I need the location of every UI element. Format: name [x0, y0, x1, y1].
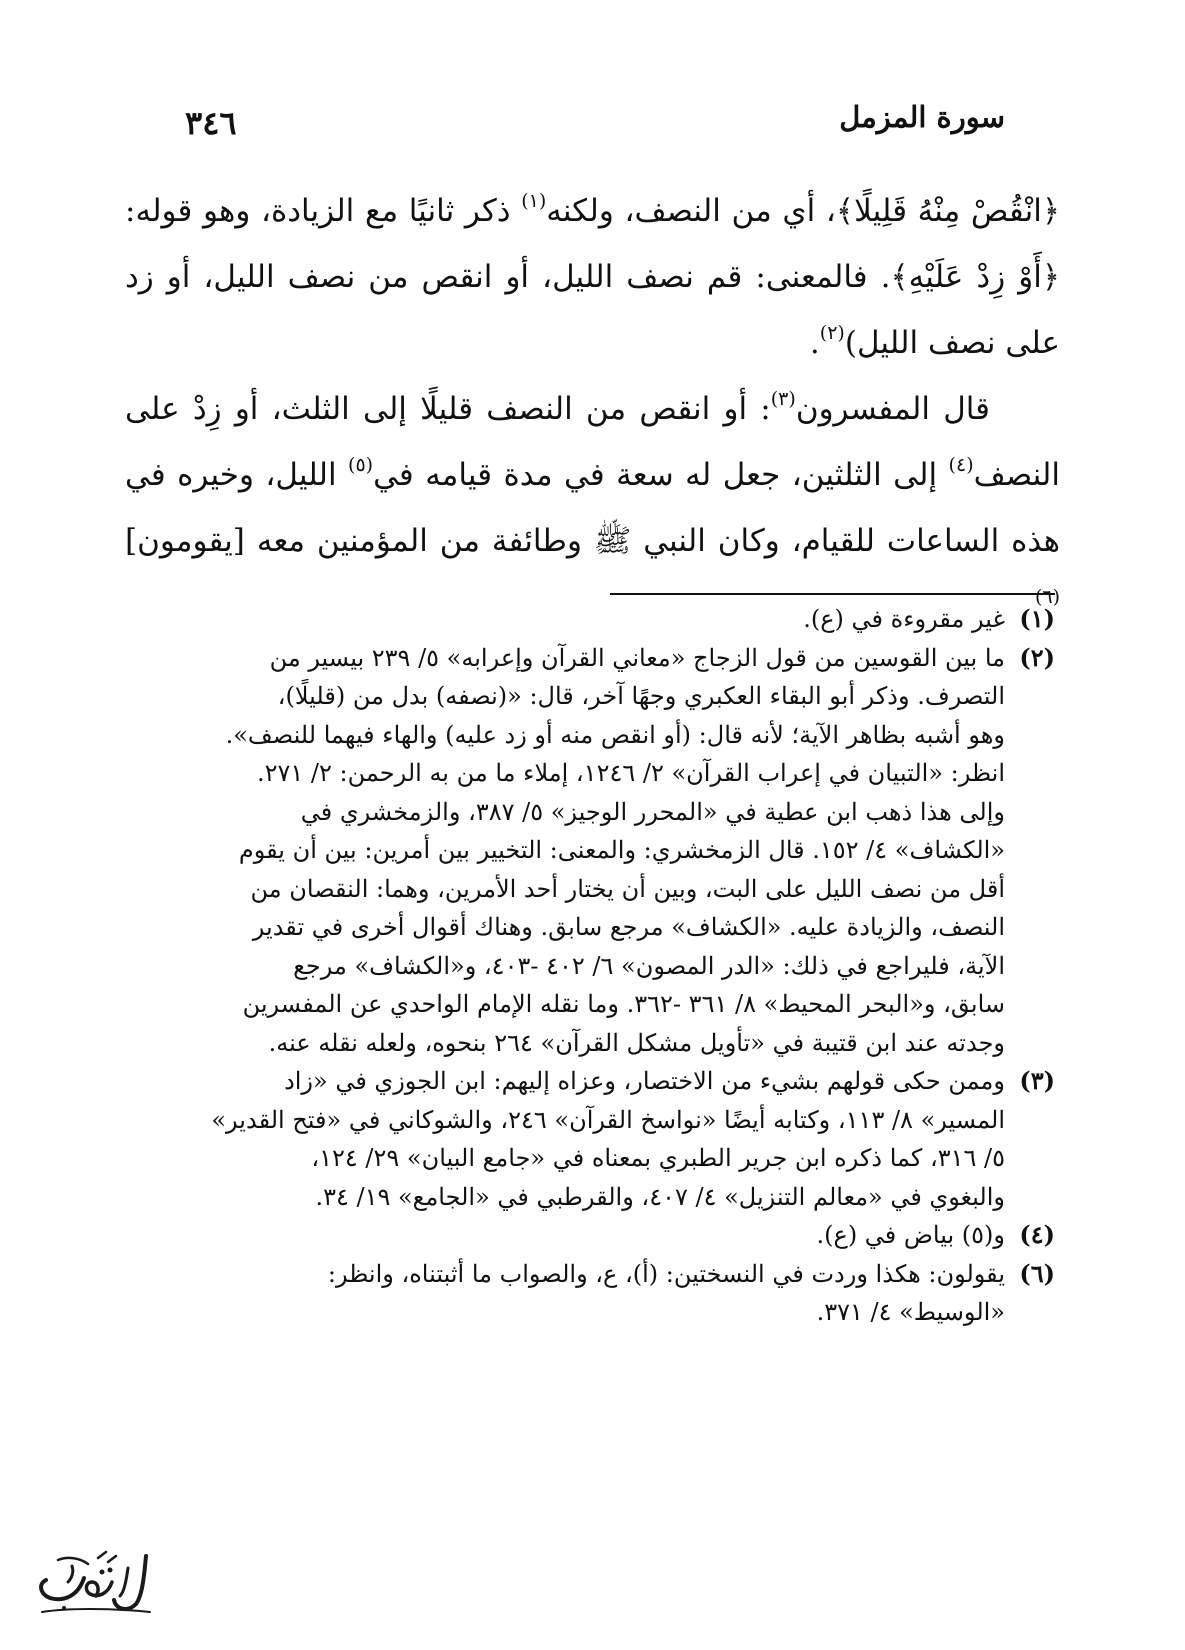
footnote-6 [125, 1255, 1055, 1332]
page-number: ٣٤٦ [185, 104, 237, 142]
watermark-logo [28, 1538, 163, 1628]
footnote-1 [125, 600, 1055, 639]
footnote-text [125, 1216, 1005, 1255]
footnote-line: المسير» ٨/ ١١٣، وكتابه أيضًا «نواسخ القرآن» ٢٤٦، والشوكاني في «فتح القدير» [211, 1105, 1005, 1134]
footnote-2 [125, 639, 1055, 1063]
footnote-number: (٦) [1019, 1258, 1055, 1288]
paragraph-2-segment: إلى الثلثين، جعل له سعة في مدة قيامه في [373, 457, 949, 493]
footnote-line: «الكشاف» ٤/ ١٥٢. قال الزمخشري: والمعنى: التخيير بين أمرين: بين أن يقوم [238, 836, 1005, 864]
main-text [125, 178, 1060, 640]
footnote-3 [125, 1062, 1055, 1216]
footnote-line: وهو أشبه بظاهر الآية؛ لأنه قال: (أو انقص منه أو زد عليه) والهاء فيهما للنصف». [225, 720, 1005, 749]
footnote-line: التصرف. وذكر أبو البقاء العكبري وجهًا آخر، قال: «(نصفه) بدل من (قليلًا)، [277, 682, 1005, 710]
footnote-line: وممن حكى قولهم بشيء من الاختصار، وعزاه إليهم: ابن الجوزي في «زاد [284, 1067, 1005, 1095]
footnote-line: ما بين القوسين من قول الزجاج «معاني القرآن وإعرابه» ٥/ ٢٣٩ بيسير من [269, 643, 1005, 672]
page-header [185, 100, 1005, 150]
footnote-text [125, 1062, 1005, 1216]
footnote-number: (٤) [1019, 1220, 1055, 1249]
footnote-line: وإلى هذا ذهب ابن عطية في «المحرر الوجيز» ٥/ ٣٨٧، والزمخشري في [300, 797, 1005, 826]
footnote-ref-3: (٣) [770, 388, 796, 410]
paragraph-2-segment: الليل، وخيره في هذه الساعات للقيام، وكان النبي ﷺ وطائفة من المؤمنين معه [يقومون] [125, 457, 1060, 559]
footnote-line: و(٥) بياض في (ع). [816, 1221, 1005, 1249]
paragraph-1 [125, 178, 1060, 376]
footnote-number: (٣) [1019, 1066, 1055, 1095]
footnote-separator [610, 593, 1055, 595]
footnote-line: وجدته عند ابن قتيبة في «تأويل مشكل القرآن» ٢٦٤ بنحوه، ولعله نقله عنه. [268, 1028, 1005, 1057]
paragraph-1-segment: ذكر ثانيًا مع الزيادة، وهو قوله: ﴿أَوْ زِدْ عَلَيْهِ﴾. فالمعنى: قم نصف الليل، أو انقص من نصف الليل، أو زد على نصف الليل) [125, 193, 1060, 361]
footnote-line: «الوسيط» ٤/ ٣٧١. [816, 1298, 1005, 1326]
footnote-line: انظر: «التبيان في إعراب القرآن» ٢/ ١٢٤٦، إملاء ما من به الرحمن: ٢/ ٢٧١. [256, 759, 1005, 787]
footnote-line: سابق، و«البحر المحيط» ٨/ ٣٦١ -٣٦٢. وما نقله الإمام الواحدي عن المفسرين [242, 990, 1005, 1018]
footnote-4 [125, 1216, 1055, 1255]
footnote-line: ٥/ ٣١٦، كما ذكره ابن جرير الطبري بمعناه في «جامع البيان» ٢٩/ ١٢٤، [311, 1144, 1005, 1172]
footnote-ref-4: (٤) [948, 454, 974, 476]
footnote-text [125, 600, 1005, 639]
paragraph-2-segment: : أو انقص من النصف قليلًا إلى الثلث، أو زِدْ على النصف [125, 391, 1060, 493]
footnote-ref-5: (٥) [348, 454, 374, 476]
paragraph-2-segment: قال المفسرون [795, 391, 990, 427]
footnote-ref-6: (٦) [1034, 586, 1060, 608]
footnote-text [125, 639, 1005, 1063]
footnote-line: والبغوي في «معالم التنزيل» ٤/ ٤٠٧، والقرطبي في «الجامع» ١٩/ ٣٤. [315, 1182, 1005, 1211]
footnote-ref-2: (٢) [819, 322, 845, 344]
footnote-number: (١) [1019, 604, 1055, 633]
footnote-line: النصف، والزيادة عليه. «الكشاف» مرجع سابق. وهناك أقوال أخرى في تقدير [252, 913, 1005, 941]
footnote-number: (٢) [1019, 642, 1055, 672]
footnote-line: الآية، فليراجع في ذلك: «الدر المصون» ٦/ ٤٠٢ -٤٠٣، و«الكشاف» مرجع [293, 951, 1005, 980]
paragraph-1-segment: . [809, 325, 820, 361]
running-title: سورة المزمل [839, 100, 1005, 134]
footnote-line: غير مقروءة في (ع). [803, 605, 1005, 633]
logo-strokes [41, 1552, 150, 1612]
paragraph-1-segment: ﴿انْقُصْ مِنْهُ قَلِيلًا﴾، أي من النصف، ولكنه [546, 193, 1060, 229]
footnote-line: أقل من نصف الليل على البت، وبين أن يختار أحد الأمرين، وهما: النقصان من [250, 874, 1005, 903]
footnote-line: يقولون: هكذا وردت في النسختين: (أ)، ع، والصواب ما أثبتناه، وانظر: [327, 1259, 1005, 1288]
footnotes [125, 600, 1055, 1332]
footnote-text [125, 1255, 1005, 1332]
footnote-ref-1: (١) [521, 190, 547, 212]
calligraphy-logo-icon [28, 1538, 163, 1628]
